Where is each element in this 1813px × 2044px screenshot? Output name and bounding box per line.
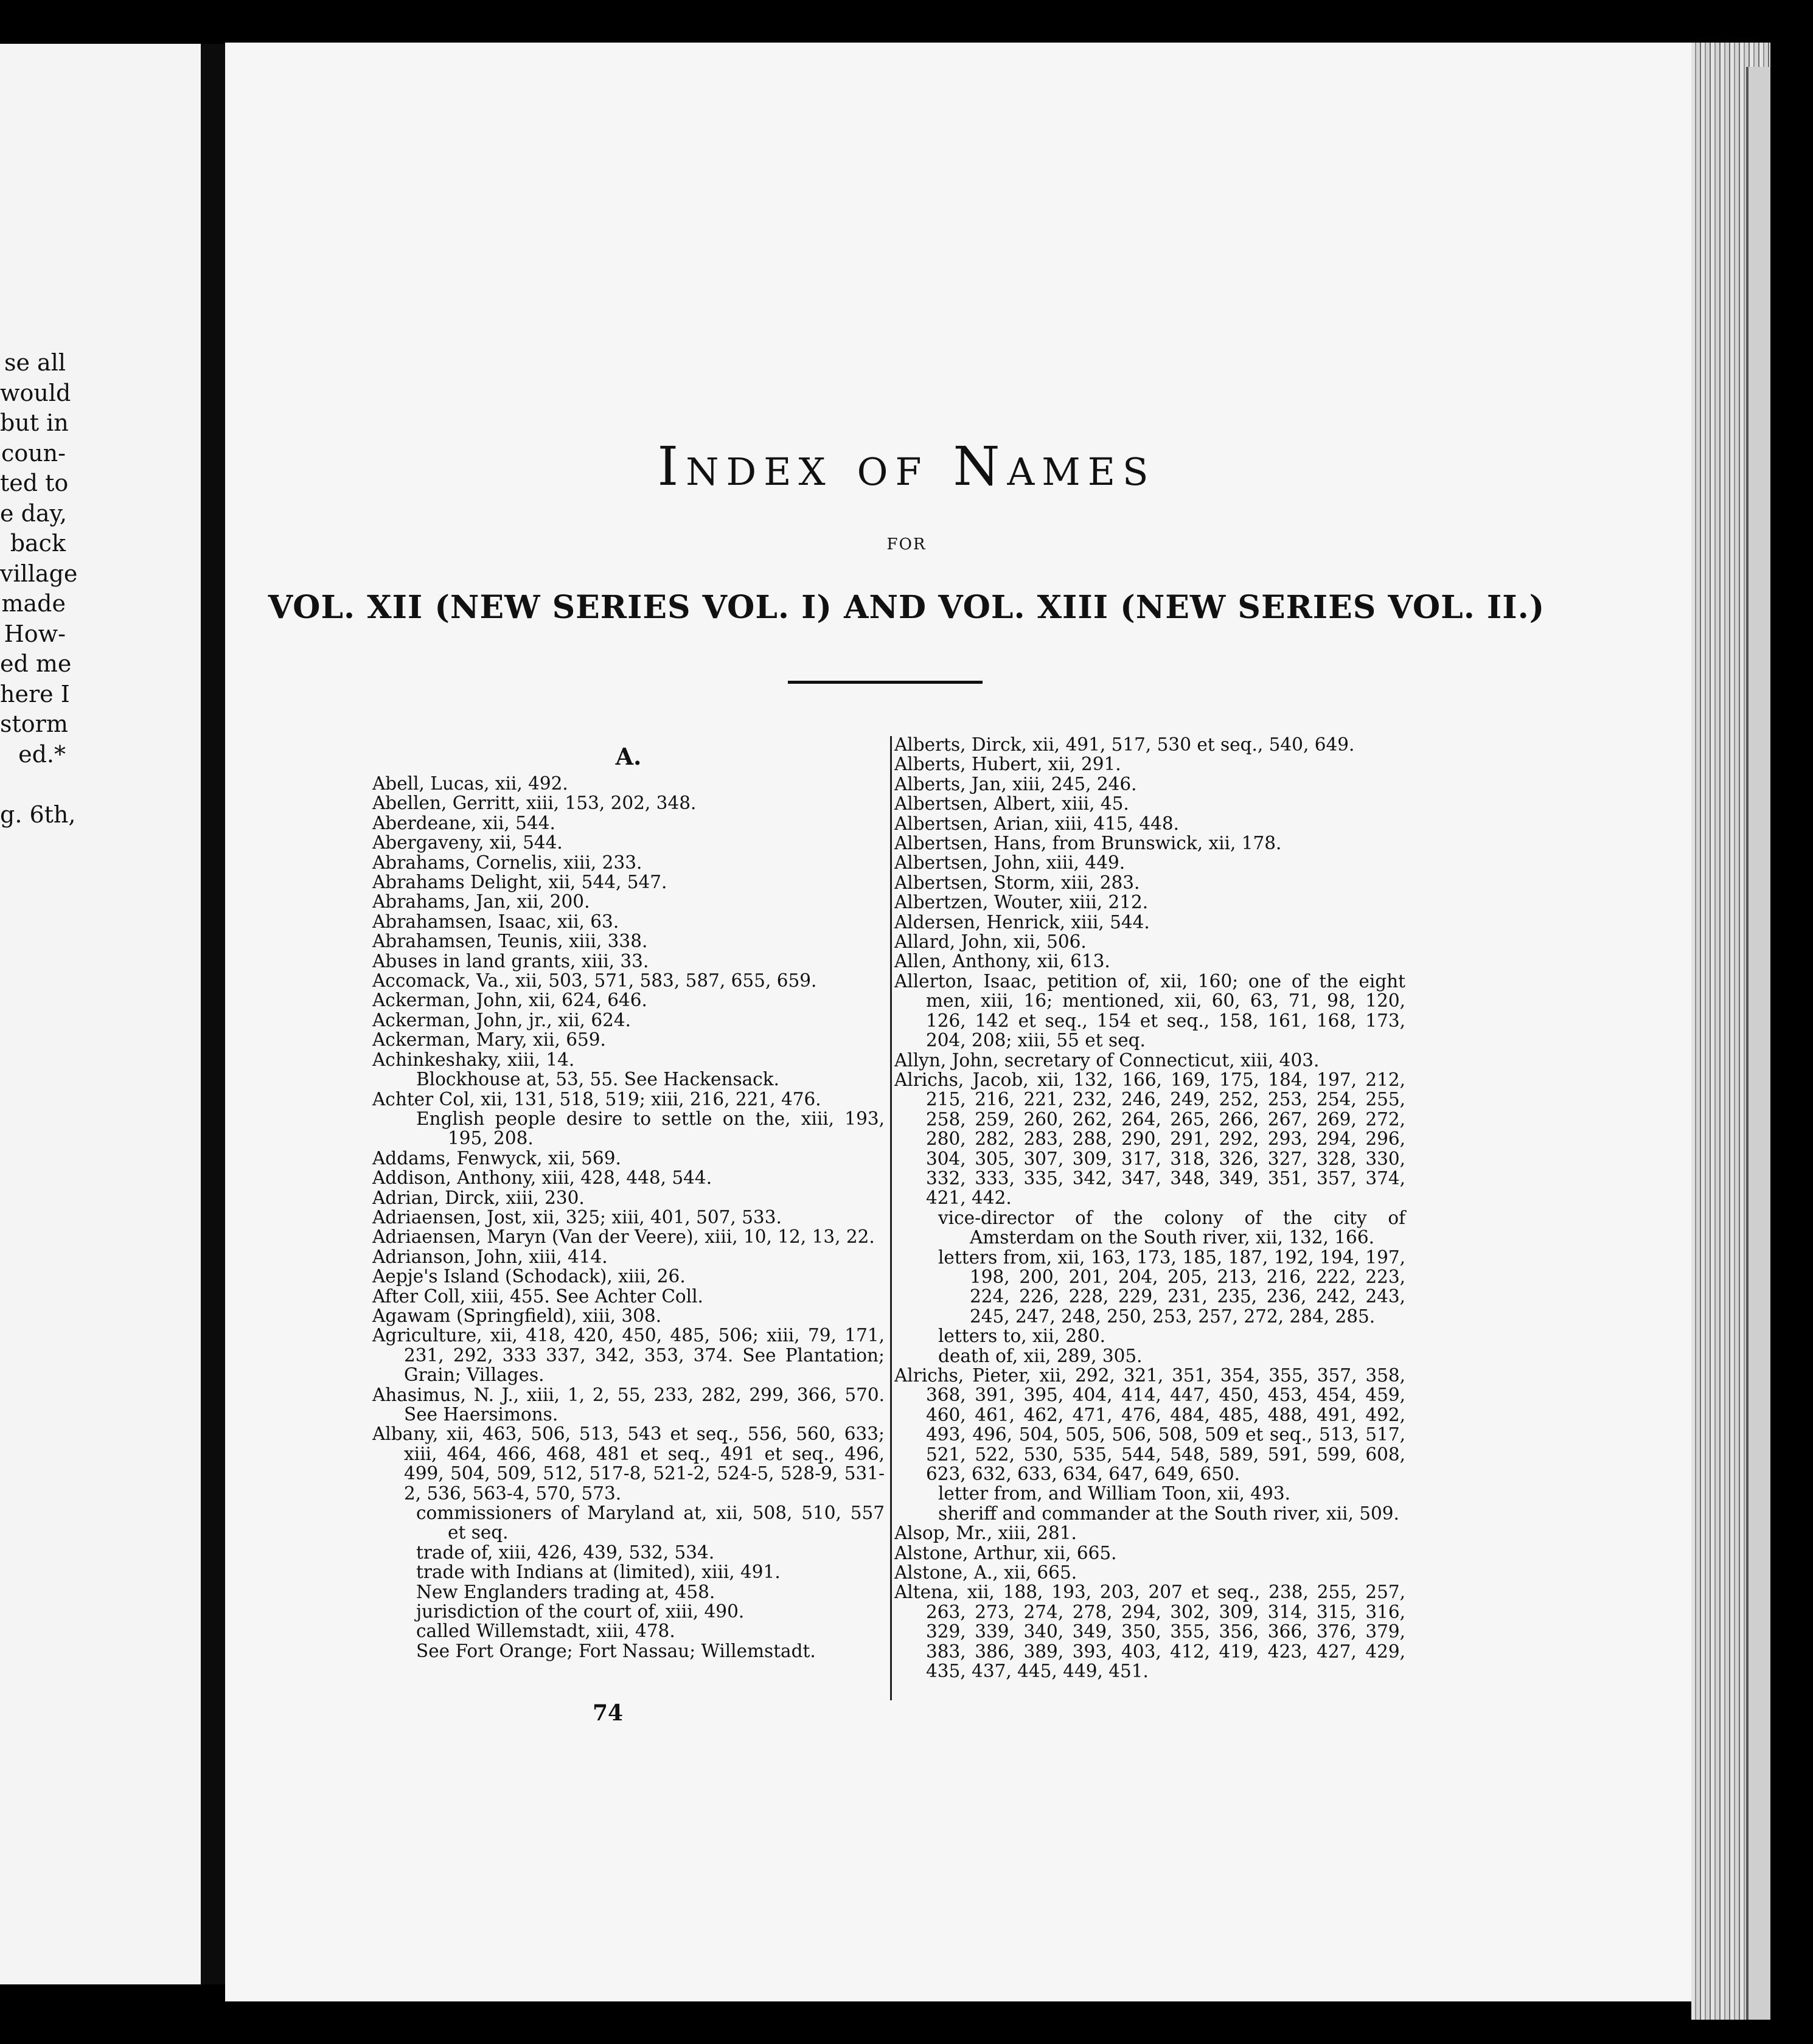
index-entry: Ahasimus, N. J., xiii, 1, 2, 55, 233, 282, 299, 366, 570. See Haersimons. — [372, 1384, 885, 1425]
index-entry: Abrahamsen, Isaac, xii, 63. — [372, 911, 619, 932]
index-entry: Abrahamsen, Teunis, xiii, 338. — [372, 931, 648, 952]
index-entry: Allyn, John, secretary of Connecticut, xiii, 403. — [894, 1049, 1320, 1071]
index-entry: Abellen, Gerritt, xiii, 153, 202, 348. — [372, 793, 697, 814]
index-entry: Alberts, Jan, xiii, 245, 246. — [894, 773, 1137, 794]
index-entry: Agriculture, xii, 418, 420, 450, 485, 506; xiii, 79, 171, 231, 292, 333 337, 342, 353, 374. See Plantation; Grain; Villages. — [372, 1325, 885, 1386]
index-entry: Alsop, Mr., xiii, 281. — [894, 1523, 1077, 1544]
previous-page-line: would — [0, 379, 71, 406]
index-entry: Albertsen, Arian, xiii, 415, 448. — [894, 813, 1180, 834]
previous-page — [0, 44, 207, 1984]
index-subentry: See Fort Orange; Fort Nassau; Willemstadt. — [416, 1640, 816, 1661]
previous-page-line: back — [10, 530, 66, 557]
index-entry: Addison, Anthony, xiii, 428, 448, 544. — [372, 1167, 712, 1189]
index-entry: Aberdeane, xii, 544. — [372, 812, 555, 833]
index-column-right — [894, 735, 1405, 1681]
index-subentry: death of, xii, 289, 305. — [938, 1345, 1143, 1366]
previous-page-line: e day, — [0, 499, 68, 527]
index-entry: Alrichs, Pieter, xii, 292, 321, 351, 354, 355, 357, 358, 368, 391, 395, 404, 414, 447, 450, 453, 454, 459, 460, 461, 462, 471, 476, 484, 485, 488, 491, 492, 493, 496, 504, 505, 506, 508, 509 et seq., 513, 517, 521, 522, 530, 535, 544, 548, 589, 591, 599, 608, 623, 632, 633, 634, 647, 649, 650. — [894, 1365, 1405, 1485]
page-number: 74 — [593, 1700, 624, 1726]
previous-page-line: but in — [0, 409, 69, 436]
index-entry: Alstone, A., xii, 665. — [894, 1562, 1077, 1583]
index-subentry: trade of, xiii, 426, 439, 532, 534. — [416, 1542, 715, 1563]
book-cover-edge — [1746, 67, 1770, 2020]
index-entry: Albertsen, Hans, from Brunswick, xii, 178. — [894, 833, 1282, 854]
index-subentry: jurisdiction of the court of, xiii, 490. — [416, 1601, 745, 1622]
index-subentry: commissioners of Maryland at, xii, 508, 510, 557 et seq. — [416, 1503, 885, 1543]
index-entry: After Coll, xiii, 455. See Achter Coll. — [372, 1285, 703, 1307]
previous-page-line: ed me — [0, 650, 72, 677]
index-subentry: trade with Indians at (limited), xiii, 491. — [416, 1562, 781, 1583]
index-entry: Achter Col, xii, 131, 518, 519; xiii, 216, 221, 476. — [372, 1088, 821, 1110]
index-entry: Achinkeshaky, xiii, 14. — [372, 1049, 575, 1070]
previous-page-line: storm — [0, 711, 68, 737]
index-entry: Allerton, Isaac, petition of, xii, 160; one of the eight men, xiii, 16; mentioned, xii, 60, 63, 71, 98, 120, 126, 142 et seq., 154 et seq., 158, 161, 168, 173, 204, 208; xiii, 55 et seq. — [894, 970, 1405, 1051]
for-label: FOR — [886, 535, 927, 554]
index-entry: Abuses in land grants, xiii, 33. — [372, 950, 649, 972]
index-entry: Abell, Lucas, xii, 492. — [372, 773, 568, 794]
index-entry: Alrichs, Jacob, xii, 132, 166, 169, 175, 184, 197, 212, 215, 216, 221, 232, 246, 249, 252, 253, 254, 255, 258, 259, 260, 262, 264, 265, 266, 267, 269, 272, 280, 282, 283, 288, 290, 291, 292, 293, 294, 296, 304, 305, 307, 309, 317, 318, 326, 327, 328, 330, 332, 333, 335, 342, 347, 348, 349, 351, 357, 374, 421, 442. — [894, 1069, 1405, 1209]
index-subentry: vice-director of the colony of the city of Amsterdam on the South river, xii, 132, 166. — [938, 1207, 1405, 1248]
index-entry: Alberts, Hubert, xii, 291. — [894, 754, 1121, 775]
index-entry: Albertzen, Wouter, xiii, 212. — [894, 892, 1149, 913]
index-entry: Alstone, Arthur, xii, 665. — [894, 1542, 1117, 1563]
index-subentry: English people desire to settle on the, xiii, 193, 195, 208. — [416, 1108, 885, 1149]
index-column-left — [372, 735, 885, 1661]
index-entry: Accomack, Va., xii, 503, 571, 583, 587, 655, 659. — [372, 970, 817, 992]
index-entry: Aldersen, Henrick, xiii, 544. — [894, 911, 1150, 933]
index-entry: Allard, John, xii, 506. — [894, 931, 1087, 953]
index-entry: Ackerman, John, jr., xii, 624. — [372, 1009, 631, 1031]
index-entry: Allen, Anthony, xii, 613. — [894, 951, 1110, 972]
page-subtitle: VOL. XII (NEW SERIES VOL. I) AND VOL. XIII (NEW SERIES VOL. II.) — [268, 589, 1545, 626]
index-entry: Abrahams, Cornelis, xiii, 233. — [372, 852, 642, 873]
index-entry: Adriaensen, Jost, xii, 325; xiii, 401, 507, 533. — [372, 1206, 782, 1228]
section-letter: A. — [615, 743, 642, 770]
index-entry: Agawam (Springfield), xiii, 308. — [372, 1305, 662, 1326]
previous-page-line: ed.* — [18, 740, 66, 768]
index-subentry: called Willemstadt, xiii, 478. — [416, 1621, 675, 1642]
previous-page-line: coun- — [1, 439, 66, 467]
index-entry: Adrian, Dirck, xiii, 230. — [372, 1187, 585, 1208]
previous-page-line: village — [0, 560, 78, 587]
index-entry: Abrahams Delight, xii, 544, 547. — [372, 872, 667, 893]
previous-page-line — [0, 770, 66, 800]
index-entry: Albertsen, Albert, xiii, 45. — [894, 793, 1129, 815]
previous-page-line: ted to — [0, 470, 69, 496]
index-subentry: New Englanders trading at, 458. — [416, 1581, 715, 1602]
previous-page-line: How- — [4, 620, 66, 647]
page-edges — [1691, 43, 1770, 2020]
index-entry: Abergaveny, xii, 544. — [372, 832, 563, 853]
previous-page-line: here I — [0, 680, 70, 707]
index-subentry: Blockhouse at, 53, 55. See Hackensack. — [416, 1069, 779, 1090]
index-entry: Aepje's Island (Schodack), xiii, 26. — [372, 1266, 686, 1287]
index-subentry: letters to, xii, 280. — [938, 1326, 1105, 1347]
previous-page-line: made — [1, 590, 66, 617]
index-entry: Alberts, Dirck, xii, 491, 517, 530 et seq., 540, 649. — [894, 734, 1355, 755]
index-subentry: letters from, xii, 163, 173, 185, 187, 192, 194, 197, 198, 200, 201, 204, 205, 213, 216, 222, 223, 224, 226, 228, 229, 231, 235, 236, 242, 243, 245, 247, 248, 250, 253, 257, 272, 284, 285. — [938, 1246, 1405, 1327]
index-entry: Albany, xii, 463, 506, 513, 543 et seq., 556, 560, 633; xiii, 464, 466, 468, 481 et seq., 491 et seq., 496, 499, 504, 509, 512, 517-8, 521-2, 524-5, 528-9, 531-2, 536, 563-4, 570, 573. — [372, 1423, 885, 1504]
index-subentry: letter from, and William Toon, xii, 493. — [938, 1483, 1290, 1504]
page-title: Index of Names — [657, 435, 1156, 498]
index-entry: Ackerman, Mary, xii, 659. — [372, 1029, 606, 1051]
index-entry: Adrianson, John, xiii, 414. — [372, 1246, 608, 1267]
index-entry: Addams, Fenwyck, xii, 569. — [372, 1147, 621, 1169]
index-entry: Albertsen, Storm, xiii, 283. — [894, 872, 1140, 893]
index-entry: Albertsen, John, xiii, 449. — [894, 852, 1126, 874]
index-entry: Ackerman, John, xii, 624, 646. — [372, 990, 647, 1011]
index-subentry: sheriff and commander at the South river, xii, 509. — [938, 1503, 1399, 1524]
previous-page-line: g. 6th, — [0, 801, 76, 828]
previous-page-line: se all — [4, 349, 66, 376]
column-divider — [890, 736, 892, 1700]
index-entry: Abrahams, Jan, xii, 200. — [372, 891, 590, 912]
title-rule — [788, 681, 983, 684]
index-entry: Altena, xii, 188, 193, 203, 207 et seq., 238, 255, 257, 263, 273, 274, 278, 294, 302, 309, 314, 315, 316, 329, 339, 340, 349, 350, 355, 356, 366, 376, 379, 383, 386, 389, 393, 403, 412, 419, 423, 427, 429, 435, 437, 445, 449, 451. — [894, 1582, 1405, 1682]
index-entry: Adriaensen, Maryn (Van der Veere), xiii, 10, 12, 13, 22. — [372, 1226, 875, 1248]
